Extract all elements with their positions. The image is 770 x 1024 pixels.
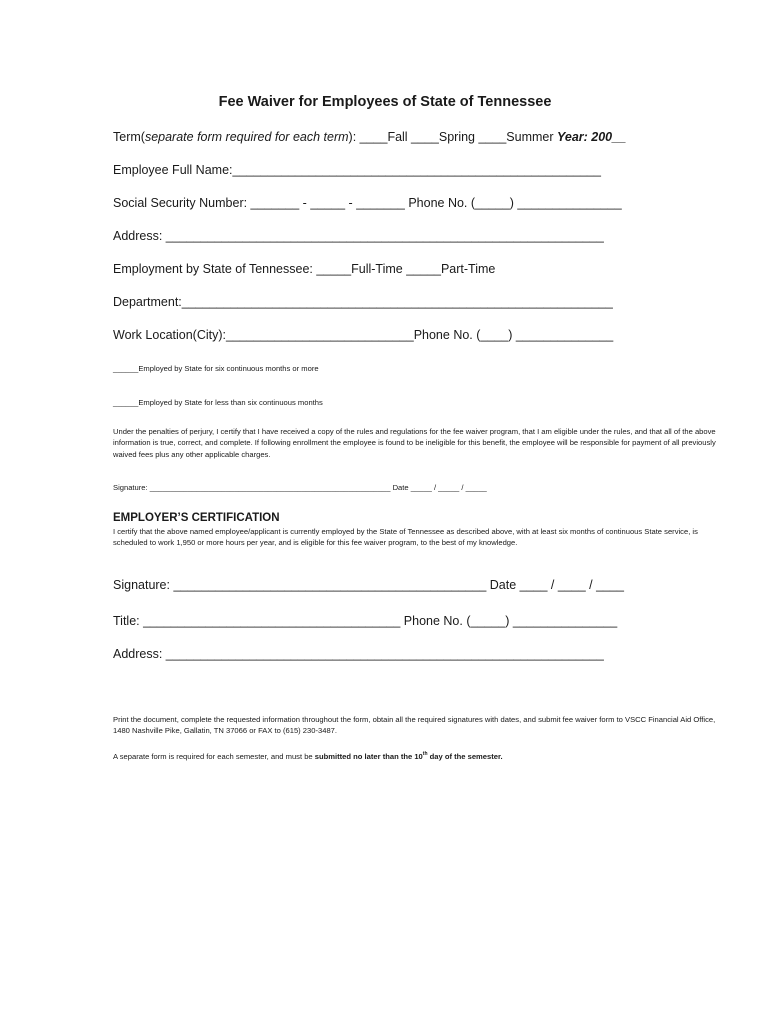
employer-signature-field[interactable]: Signature: _____________________________________________ Date ____ / ____ / ____ [113,578,624,592]
address-field[interactable]: Address: _______________________________________________________________ [113,229,604,243]
term-options: ): ____Fall ____Spring ____Summer [348,130,557,144]
employer-certification-heading: EMPLOYER’S CERTIFICATION [113,512,280,524]
submission-instructions: Print the document, complete the requested information throughout the form, obtain all the required signatures with dates, and submit fee waiver form to VSCC Financial Aid Office, 1480 Nashville Pike, Gallatin, TN 37066 or FAX to (615) 230-3487. [113,715,716,736]
form-title: Fee Waiver for Employees of State of Tennessee [218,94,552,110]
deadline-prefix: A separate form is required for each semester, and must be [113,752,315,761]
employment-type-field[interactable]: Employment by State of Tennessee: _____Full-Time _____Part-Time [113,262,496,276]
term-note: separate form required for each term [144,130,349,144]
perjury-statement: Under the penalties of perjury, I certify that I have received a copy of the rules and regulations for the fee waiver program, that I am eligible under the rules, and that all of the above information is true, correct, and complete. If following enrollment the employee is found to be ineligible for this benefit, the employee will be responsible for payment of all previously waived fees plus any other applicable charges. [113,427,716,459]
employer-title-phone-field[interactable]: Title: _____________________________________ Phone No. (_____) _______________ [113,614,618,628]
term-year: Year: 200__ [557,130,627,144]
term-label: Term( [113,130,145,144]
ssn-phone-field[interactable]: Social Security Number: _______ - _____ - _______ Phone No. (_____) _______________ [113,196,622,210]
employer-address-field[interactable]: Address: _______________________________________________________________ [113,647,604,661]
deadline-note [113,749,723,762]
department-field[interactable]: Department:______________________________________________________________ [113,295,613,309]
deadline-superscript: th [422,751,428,757]
employee-signature-field[interactable]: Signature: _________________________________________________________ Date _____ / _____ / _____ [113,483,487,492]
work-location-field[interactable]: Work Location(City):___________________________Phone No. (____) ______________ [113,328,614,342]
employee-name-field[interactable]: Employee Full Name:_____________________________________________________ [113,163,601,177]
employer-statement: I certify that the above named employee/applicant is currently employed by the State of Tennessee as described above, with at least six months of continuous State service, is scheduled to work 1,950 or more hours per year, and is eligible for this fee waiver program, to the best of my knowledge. [113,527,698,548]
deadline-bold: submitted no later than the 10 [314,752,423,761]
employed-less-six-months-option[interactable]: ______Employed by State for less than six continuous months [113,398,323,407]
deadline-bold-end: day of the semester. [427,752,503,761]
employed-six-months-option[interactable]: ______Employed by State for six continuous months or more [113,364,319,373]
term-line[interactable] [113,130,626,144]
